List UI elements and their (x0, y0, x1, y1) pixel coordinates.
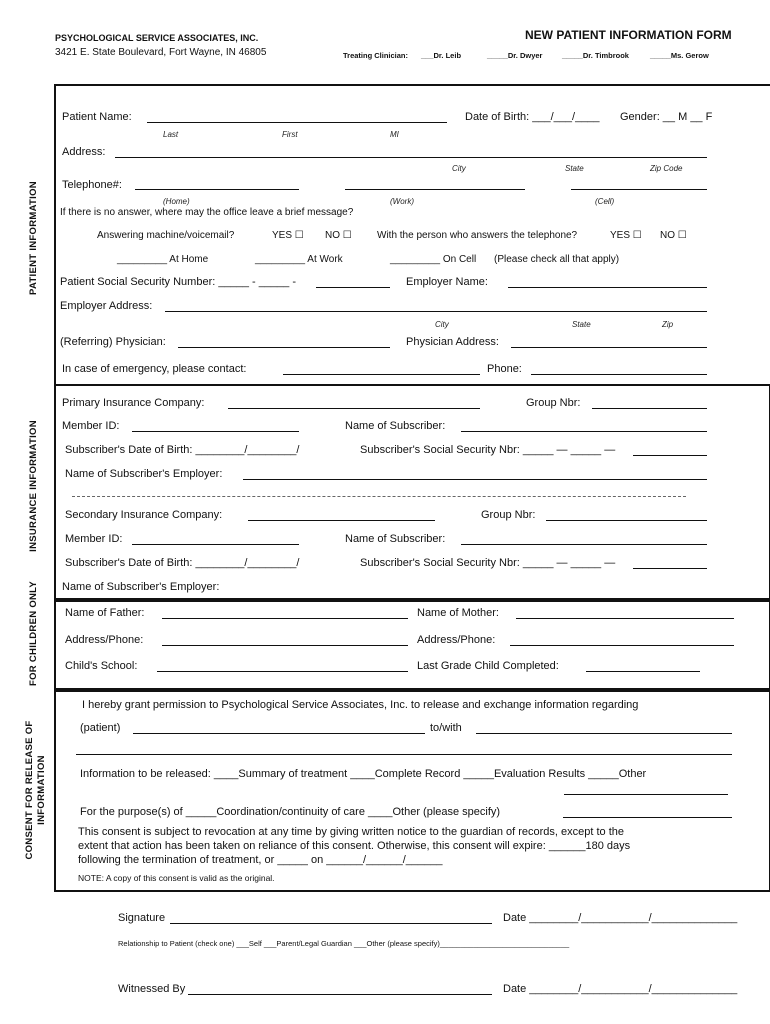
revocation-text-3: following the termination of treatment, or _____ on ______/______/______ (78, 854, 443, 866)
person-answers-no[interactable]: NO ☐ (660, 230, 687, 241)
subscriber-name-field[interactable] (461, 431, 707, 432)
gender-field[interactable]: Gender: __ M __ F (620, 111, 713, 123)
home-caption: (Home) (163, 197, 190, 206)
revocation-text-2: extent that action has been taken on reliance of this consent. Otherwise, this consent will expire: ______180 days (78, 840, 631, 852)
mother-address-phone-field[interactable] (510, 645, 734, 646)
children-section-box (54, 598, 770, 690)
insurance-section-label: INSURANCE INFORMATION (28, 420, 39, 552)
mother-name-field[interactable] (516, 618, 734, 619)
child-school-field[interactable] (157, 671, 408, 672)
home-phone-field[interactable] (135, 189, 299, 190)
person-answers-label: With the person who answers the telephone? (377, 230, 578, 241)
primary-insurance-label: Primary Insurance Company: (62, 397, 205, 409)
insurance-divider (72, 496, 686, 497)
ssn-label: Patient Social Security Number: _____ - _____ - (60, 276, 297, 288)
info-other-field[interactable] (564, 794, 728, 795)
subscriber-employer-2-label: Name of Subscriber's Employer: (62, 581, 220, 593)
person-answers-yes[interactable]: YES ☐ (610, 230, 642, 241)
employer-address-field[interactable] (165, 311, 707, 312)
on-cell-option[interactable]: _________ On Cell (390, 254, 477, 265)
patient-name-label: Patient Name: (62, 111, 132, 123)
witnessed-by-label: Witnessed By (118, 983, 186, 995)
clinician-option[interactable]: _____Dr. Dwyer (487, 51, 543, 60)
subscriber-dob-field[interactable]: Subscriber's Date of Birth: ________/________/ (65, 444, 300, 456)
patient-section-label: PATIENT INFORMATION (28, 181, 39, 295)
witness-date-field[interactable]: Date ________/___________/______________ (503, 983, 738, 995)
mother-name-label: Name of Mother: (417, 607, 499, 619)
last-caption: Last (163, 130, 179, 139)
subscriber-employer-field[interactable] (243, 479, 707, 480)
father-name-field[interactable] (162, 618, 408, 619)
subscriber-ssn-2-label: Subscriber's Social Security Nbr: _____ — _____ — (360, 557, 616, 569)
consent-to-with-label: to/with (430, 722, 462, 734)
referring-physician-label: (Referring) Physician: (60, 336, 166, 348)
father-address-phone-label: Address/Phone: (65, 634, 144, 646)
member-id-field[interactable] (132, 431, 299, 432)
emergency-contact-field[interactable] (283, 374, 480, 375)
work-phone-field[interactable] (345, 189, 525, 190)
consent-grant-text: I hereby grant permission to Psychological Service Associates, Inc. to release and exchange information regarding (82, 699, 639, 711)
patient-name-field[interactable] (147, 122, 447, 123)
revocation-text-1: This consent is subject to revocation at any time by giving written notice to the guardian of records, except to the (78, 826, 625, 838)
at-home-option[interactable]: _________ At Home (117, 254, 209, 265)
subscriber-ssn-field[interactable] (633, 455, 707, 456)
clinician-option[interactable]: _____Dr. Timbrook (562, 51, 629, 60)
employer-name-label: Employer Name: (406, 276, 488, 288)
mother-address-phone-label: Address/Phone: (417, 634, 496, 646)
cell-caption: (Cell) (595, 197, 615, 206)
emergency-contact-label: In case of emergency, please contact: (62, 363, 247, 375)
consent-note: NOTE: A copy of this consent is valid as the original. (78, 873, 275, 883)
consent-to-with-field[interactable] (476, 733, 732, 734)
state-caption-2: State (572, 320, 591, 329)
purpose-other-field[interactable] (563, 817, 732, 818)
address-field[interactable] (115, 157, 707, 158)
mi-caption: MI (390, 130, 399, 139)
zip-caption: Zip Code (650, 164, 683, 173)
telephone-label: Telephone#: (62, 179, 122, 191)
group-number-label: Group Nbr: (526, 397, 581, 409)
clinician-option[interactable]: _____Ms. Gerow (650, 51, 709, 60)
subscriber-ssn-2-field[interactable] (633, 568, 707, 569)
subscriber-name-2-label: Name of Subscriber: (345, 533, 446, 545)
city-caption: City (452, 164, 466, 173)
cell-phone-field[interactable] (571, 189, 707, 190)
referring-physician-field[interactable] (178, 347, 390, 348)
employer-name-field[interactable] (508, 287, 707, 288)
message-question: If there is no answer, where may the office leave a brief message? (60, 207, 354, 218)
consent-section-label: CONSENT FOR RELEASE OF INFORMATION (24, 720, 47, 860)
signature-field[interactable] (170, 923, 492, 924)
witnessed-by-field[interactable] (188, 994, 492, 995)
physician-address-field[interactable] (511, 347, 707, 348)
state-caption: State (565, 164, 584, 173)
clinician-option[interactable]: ___Dr. Leib (421, 51, 462, 60)
zip-caption-2: Zip (662, 320, 674, 329)
emergency-phone-field[interactable] (531, 374, 707, 375)
org-address: 3421 E. State Boulevard, Fort Wayne, IN 46805 (55, 47, 267, 58)
consent-extra-line[interactable] (76, 754, 732, 755)
signature-date-field[interactable]: Date ________/___________/______________ (503, 912, 738, 924)
form-title: NEW PATIENT INFORMATION FORM (525, 28, 732, 42)
last-grade-field[interactable] (586, 671, 700, 672)
group-number-2-field[interactable] (546, 520, 707, 521)
org-name: PSYCHOLOGICAL SERVICE ASSOCIATES, INC. (55, 33, 259, 43)
subscriber-name-2-field[interactable] (461, 544, 707, 545)
first-caption: First (282, 130, 298, 139)
answering-machine-label: Answering machine/voicemail? (97, 230, 235, 241)
group-number-field[interactable] (592, 408, 707, 409)
secondary-insurance-field[interactable] (248, 520, 435, 521)
subscriber-ssn-label: Subscriber's Social Security Nbr: _____ — _____ — (360, 444, 616, 456)
employer-address-label: Employer Address: (60, 300, 153, 312)
group-number-2-label: Group Nbr: (481, 509, 536, 521)
member-id-label: Member ID: (62, 420, 120, 432)
secondary-insurance-label: Secondary Insurance Company: (65, 509, 223, 521)
answering-machine-no[interactable]: NO ☐ (325, 230, 352, 241)
primary-insurance-field[interactable] (228, 408, 480, 409)
dob-field[interactable]: Date of Birth: ___/___/____ (465, 111, 600, 123)
subscriber-dob-2-field[interactable]: Subscriber's Date of Birth: ________/________/ (65, 557, 300, 569)
father-address-phone-field[interactable] (162, 645, 408, 646)
subscriber-employer-label: Name of Subscriber's Employer: (65, 468, 223, 480)
last-grade-label: Last Grade Child Completed: (417, 660, 559, 672)
clinician-label: Treating Clinician: (343, 51, 409, 60)
consent-patient-field[interactable] (133, 733, 425, 734)
info-released-options[interactable]: Information to be released: ____Summary of treatment ____Complete Record _____Evaluation Results _____Other (80, 768, 647, 780)
father-name-label: Name of Father: (65, 607, 145, 619)
check-all-note: (Please check all that apply) (494, 254, 620, 265)
physician-address-label: Physician Address: (406, 336, 499, 348)
at-work-option[interactable]: _________ At Work (255, 254, 343, 265)
member-id-2-label: Member ID: (65, 533, 123, 545)
subscriber-name-label: Name of Subscriber: (345, 420, 446, 432)
member-id-2-field[interactable] (132, 544, 299, 545)
ssn-field[interactable] (316, 287, 390, 288)
purpose-options[interactable]: For the purpose(s) of _____Coordination/continuity of care ____Other (please specify) (80, 806, 501, 818)
signature-label: Signature (118, 912, 166, 924)
emergency-phone-label: Phone: (487, 363, 522, 375)
children-section-label: FOR CHILDREN ONLY (28, 580, 39, 686)
answering-machine-yes[interactable]: YES ☐ (272, 230, 304, 241)
relationship-options[interactable]: Relationship to Patient (check one) ___Self ___Parent/Legal Guardian ___Other (please specify)_______________________________ (118, 939, 570, 948)
child-school-label: Child's School: (65, 660, 138, 672)
city-caption-2: City (435, 320, 449, 329)
address-label: Address: (62, 146, 106, 158)
work-caption: (Work) (390, 197, 414, 206)
consent-patient-label: (patient) (80, 722, 121, 734)
